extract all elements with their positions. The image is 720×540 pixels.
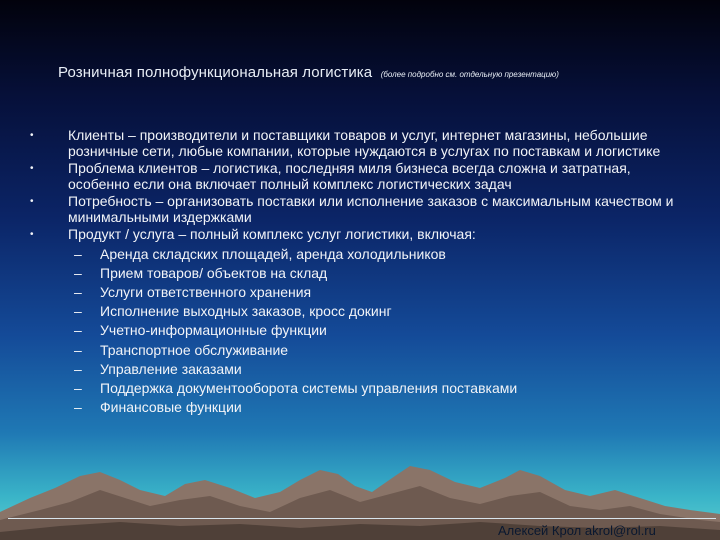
sub-text: Исполнение выходных заказов, кросс докинг: [100, 303, 392, 320]
sub-text: Аренда складских площадей, аренда холодильников: [100, 245, 446, 262]
bullet-list: [30, 128, 690, 417]
bullet-text: Продукт / услуга – полный комплекс услуг логистики, включая:: [68, 226, 476, 242]
sub-text: Финансовые функции: [100, 399, 242, 416]
bullet-text: Клиенты – производители и поставщики товаров и услуг, интернет магазины, небольшие розничные сети, любые компании, которые нуждаются в услугах по поставкам и логистике: [68, 127, 661, 159]
sub-item: [30, 302, 690, 321]
sub-marker: –: [74, 322, 82, 339]
bullet-item: [30, 194, 690, 225]
sub-marker: –: [74, 399, 82, 416]
sub-marker: –: [74, 341, 82, 358]
sub-item: [30, 360, 690, 379]
sub-text: Поддержка документооборота системы управления поставками: [100, 379, 518, 396]
sub-text: Транспортное обслуживание: [100, 341, 289, 358]
sub-marker: –: [74, 283, 82, 300]
bullet-marker: •: [30, 163, 34, 174]
bullet-text: Проблема клиентов – логистика, последняя миля бизнеса всегда сложна и затратная, особенно если она включает полный комплекс логистических задач: [68, 160, 631, 192]
sub-item: [30, 264, 690, 283]
sub-item: [30, 398, 690, 417]
bullet-text: Потребность – организовать поставки или исполнение заказов с максимальным качеством и минимальными издержками: [68, 193, 674, 225]
sub-marker: –: [74, 303, 82, 320]
bullet-item: [30, 227, 690, 243]
sub-item: [30, 321, 690, 340]
sub-item: [30, 245, 690, 264]
sub-text: Услуги ответственного хранения: [100, 283, 312, 300]
bullet-marker: •: [30, 130, 34, 141]
sub-marker: –: [74, 360, 82, 377]
footer-author: Алексей Крол akrol@rol.ru: [498, 523, 656, 538]
sub-item: [30, 341, 690, 360]
sub-text: Учетно-информационные функции: [100, 322, 327, 339]
bullet-item: [30, 161, 690, 192]
slide-title: [58, 64, 559, 82]
sub-text: Управление заказами: [100, 360, 242, 377]
title-note: (более подробно см. отдельную презентацию): [380, 70, 559, 79]
sub-text: Прием товаров/ объектов на склад: [100, 264, 328, 281]
bullet-item: [30, 128, 690, 159]
footer-divider: [8, 518, 716, 519]
sub-marker: –: [74, 379, 82, 396]
sub-marker: –: [74, 264, 82, 281]
sub-marker: –: [74, 245, 82, 262]
sub-item: [30, 379, 690, 398]
bullet-marker: •: [30, 229, 34, 240]
sub-item: [30, 283, 690, 302]
bullet-marker: •: [30, 196, 34, 207]
title-text: Розничная полнофункциональная логистика: [58, 64, 373, 81]
